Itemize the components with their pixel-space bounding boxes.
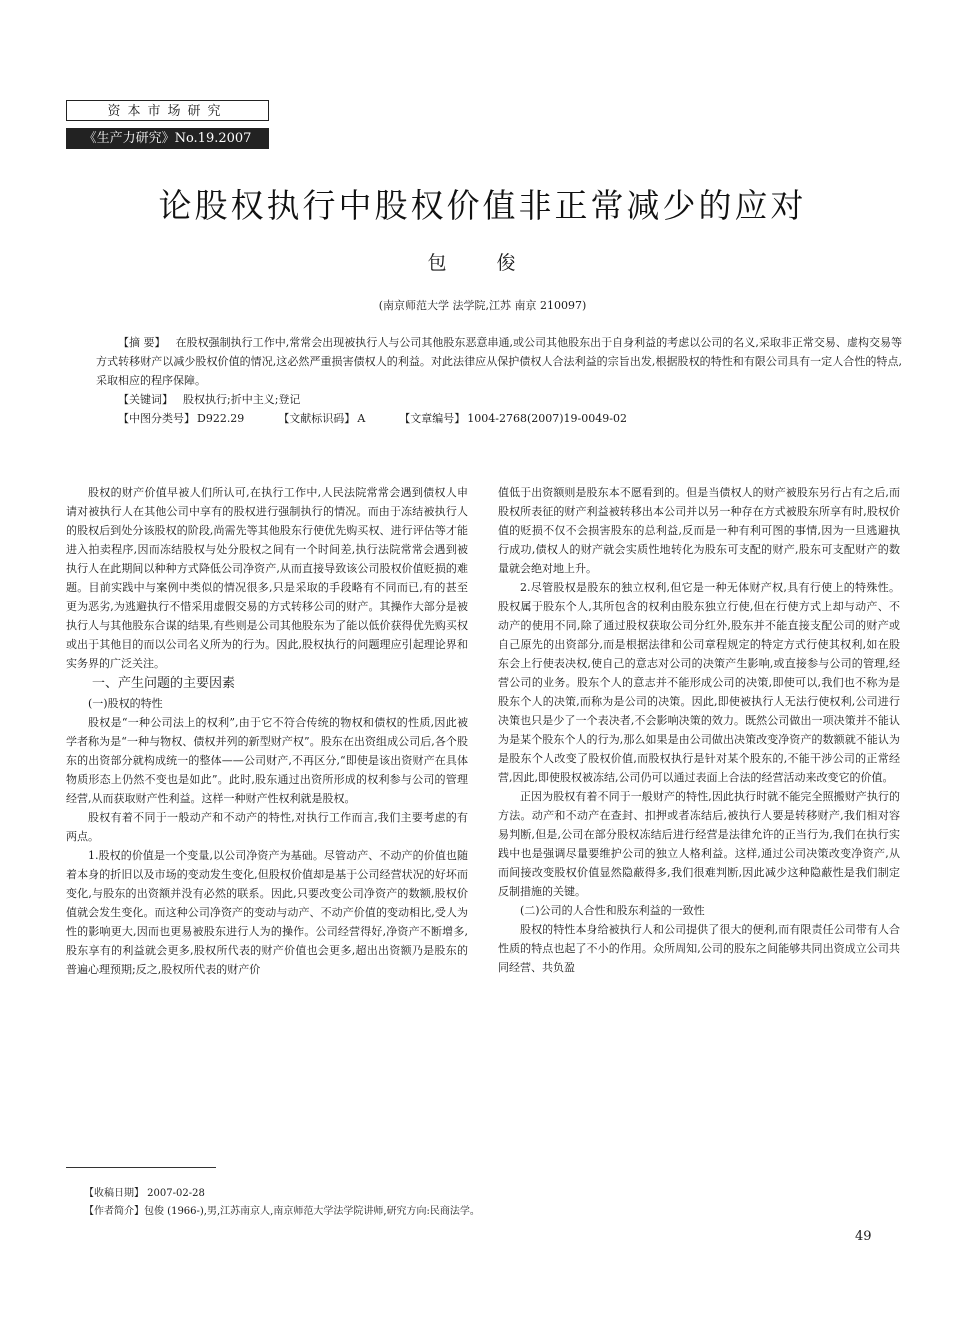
section-heading: 一、产生问题的主要因素 <box>92 676 236 691</box>
classification-line <box>96 409 902 428</box>
article-no-label: 【文章编号】 <box>399 412 466 425</box>
clc-value: D922.29 <box>197 412 245 425</box>
author-name: 包 俊 <box>427 252 538 274</box>
body-paragraph: 股权的财产价值早被人们所认可,在执行工作中,人民法院常常会遇到债权人申请对被执行人在其他公司中享有的股权进行强制执行的情况。而由于冻结被执行人的股权后到处分该股权的阶段,尚需先等其他股东行使优先购买权、进行评估等才能进入拍卖程序,因而冻结股权与处分股权之间有一个时间差,执行法院常常会遇到被执行人在此期间以种种方式降低公司净资产,从而直接导致该公司股权价值贬损的难题。目前实践中与案例中类似的情况很多,只是采取的手段略有不同而已,有的甚至更为恶劣,为逃避执行不惜采用虚假交易的方式转移公司的财产。其操作大部分是被执行人与其他股东合谋的结果,有些则是公司其他股东为了能以低价获得优先购买权或出于其他目的而以公司名义所为的行为。因此,股权执行的问题理应引起理论界和实务界的广泛关注。 <box>66 486 468 670</box>
keywords-label: 【关键词】 <box>118 393 173 406</box>
subsection-heading: (二)公司的人合性和股东利益的一致性 <box>520 904 705 917</box>
body-right-column <box>498 483 900 977</box>
abstract-block <box>96 333 902 428</box>
doc-code-label: 【文献标识码】 <box>278 412 356 425</box>
section-tag: 资本市场研究 <box>66 100 269 121</box>
abstract-paragraph <box>96 333 902 390</box>
body-left-column <box>66 483 468 979</box>
body-paragraph: 股权有着不同于一般动产和不动产的特性,对执行工作而言,我们主要考虑的有两点。 <box>66 811 468 843</box>
body-paragraph: 股权是“一种公司法上的权利”,由于它不符合传统的物权和债权的性质,因此被学者称为是“一种与物权、债权并列的新型财产权”。股东在出资组成公司后,各个股东的出资部分就构成统一的整体——公司财产,不再区分,“即使是该出资财产在具体物质形态上仍然不变也是如此”。此时,股东通过出资所形成的权利参与公司的管理经营,从而获取财产性利益。这样一种财产性权利就是股权。 <box>66 716 468 805</box>
clc-label: 【中图分类号】 <box>118 412 195 425</box>
keywords-text: 股权执行;折中主义;登记 <box>183 393 301 406</box>
journal-tag: 《生产力研究》No.19.2007 <box>66 128 269 149</box>
footnotes <box>84 1185 904 1221</box>
author-affiliation: (南京师范大学 法学院,江苏 南京 210097) <box>378 299 587 312</box>
abstract-text: 在股权强制执行工作中,常常会出现被执行人与公司其他股东恶意串通,或公司其他股东出于自身利益的考虑以公司的名义,采取非正常交易、虚构交易等方式转移财产以减少股权价值的情况,这必然严重损害债权人的利益。对此法律应从保护债权人合法利益的宗旨出发,根据股权的特性和有限公司具有一定人合性的特点,采取相应的程序保障。 <box>96 336 902 387</box>
article-title: 论股权执行中股权价值非正常减少的应对 <box>158 186 807 225</box>
footnote-divider <box>66 1167 216 1168</box>
body-paragraph: 正因为股权有着不同于一般财产的特性,因此执行时就不能完全照搬财产执行的方法。动产和不动产在查封、扣押或者冻结后,被执行人要是转移财产,我们相对容易判断,但是,公司在部分股权冻结后进行经营是法律允许的正当行为,我们在执行实践中也是强调尽量要维护公司的独立人格利益。这样,通过公司决策改变净资产,从而间接改变股权价值显然隐蔽得多,我们很难判断,因此减少这种隐蔽性是我们制定反制措施的关键。 <box>498 790 900 898</box>
keywords-line <box>96 390 902 409</box>
subsection-heading: (一)股权的特性 <box>88 697 163 710</box>
author-bio: 【作者简介】包俊 (1966-),男,江苏南京人,南京师范大学法学院讲师,研究方向:民商法学。 <box>84 1206 480 1217</box>
article-no-value: 1004-2768(2007)19-0049-02 <box>467 412 627 425</box>
received-date: 【收稿日期】 2007-02-28 <box>84 1188 205 1199</box>
abstract-label: 【摘 要】 <box>118 336 166 349</box>
page-number: 49 <box>855 1229 872 1244</box>
body-paragraph: 股权的特性本身给被执行人和公司提供了很大的便利,而有限责任公司带有人合性质的特点也起了不小的作用。众所周知,公司的股东之间能够共同出资成立公司共同经营、共负盈 <box>498 923 900 974</box>
body-paragraph: 值低于出资额则是股东本不愿看到的。但是当债权人的财产被股东另行占有之后,而股权所表征的财产利益被转移出本公司并以另一种存在方式被股东所享有时,股权价值的贬损不仅不会损害股东的总利益,反而是一种有利可图的事情,因为一旦逃避执行成功,债权人的财产就会实质性地转化为股东可支配的财产,股东可支配财产的数量就会绝对地上升。 <box>498 486 900 575</box>
body-paragraph: 2.尽管股权是股东的独立权利,但它是一种无体财产权,具有行使上的特殊性。股权属于股东个人,其所包含的权利由股东独立行使,但在行使方式上却与动产、不动产的使用不同,除了通过股权获取公司分红外,股东并不能直接支配公司的财产或自己原先的出资部分,而是根据法律和公司章程规定的特定方式行使其权利,如在股东会上行使表决权,使自己的意志对公司的决策产生影响,或直接参与公司的管理,经营公司的业务。股东个人的意志并不能形成公司的决策,即使可以,我们也不称为是股东个人的决策,而称为是公司的决策。因此,即使被执行人无法行使权利,公司进行决策也只是少了一个表决者,不会影响决策的效力。既然公司做出一项决策并不能认为是某个股东个人的行为,那么如果是由公司做出决策改变净资产的数额就不能认为是股东个人改变了股权价值,而股权执行是针对某个股东的,不能干涉公司的正常经营,因此,即使股权被冻结,公司仍可以通过表面上合法的经营活动来改变它的价值。 <box>498 581 900 784</box>
doc-code-value: A <box>357 412 366 425</box>
body-paragraph: 1.股权的价值是一个变量,以公司净资产为基础。尽管动产、不动产的价值也随着本身的折旧以及市场的变动发生变化,但股权价值却是基于公司经营状况的好坏而变化,与股东的出资额并没有必然的联系。因此,只要改变公司净资产的数额,股权价值就会发生变化。而这种公司净资产的变动与动产、不动产价值的变动相比,受人为性的影响更大,因而也更易被股东进行人为的操作。公司经营得好,净资产不断增多,股东享有的利益就会更多,股权所代表的财产价值也会更多,超出出资额乃是股东的普遍心理预期;反之,股权所代表的财产价 <box>66 849 468 976</box>
